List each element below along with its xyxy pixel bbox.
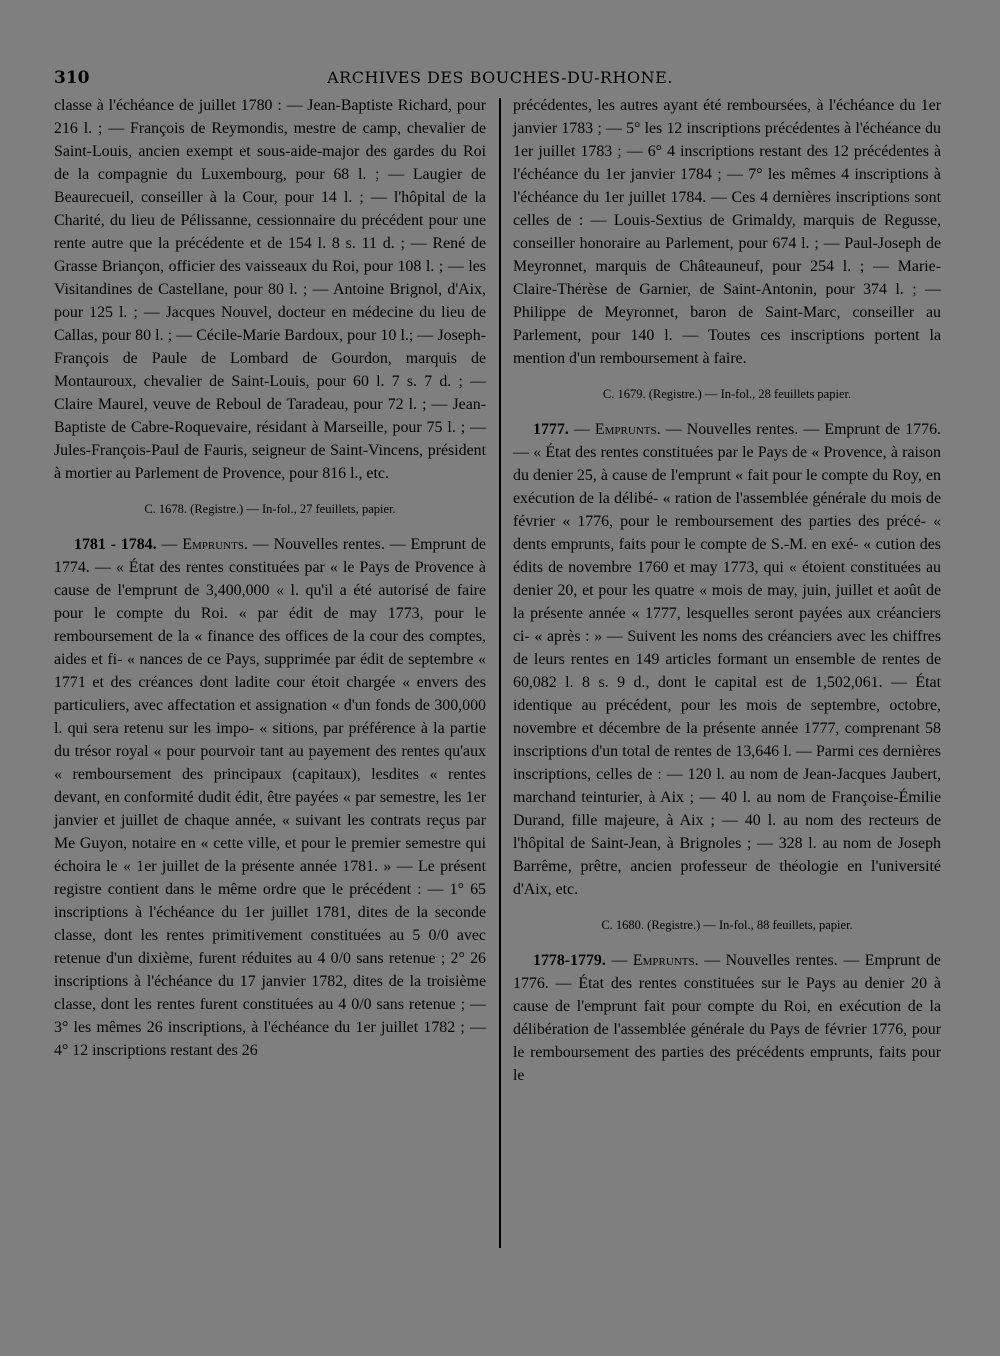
inventory-entry bbox=[513, 949, 941, 1087]
entry-text: — Nouvelles rentes. — Emprunt de 1776. — « État des rentes constituées par le Pays de « Provence, à raison du denier 25, à cause de l'emprunt « fait pour le compte du Roy, en exécution de la délibé- « ration de l'assemblée générale du mois de février « 1776, pour le remboursement des parties des précé- « dents emprunts, faits pour le compte de S.-M. en exé- « cution des édits de novembre 1760 et may 1773, qui « étoient constituées au denier 20, et pour les quatre « mois de may, juin, juillet et août de la présente année « 1777, lesquelles seront payées aux créanciers ci- « après : » — Suivent les noms des créanciers avec les chiffres de leurs rentes en 149 articles formant un ensemble de rentes de 60,082 l. 8 s. 9 d., dont le capital est de 1,502,061. — État identique au précédent, pour les mois de septembre, octobre, novembre et décembre de la présente année 1777, comprenant 58 inscriptions d'un total de rentes de 13,646 l. — Parmi ces dernières inscriptions, celles de : — 120 l. au nom de Jean-Jacques Jaubert, marchand teinturier, à Aix ; — 40 l. au nom de Françoise-Émilie Durand, fille majeure, à Aix ; — 40 l. au nom des recteurs de l'hôpital de Saint-Jean, à Brignoles ; — 328 l. au nom de Joseph Barrême, prêtre, ancien professeur de théologie en l'université d'Aix, etc. bbox=[513, 421, 941, 898]
running-title: ARCHIVES DES BOUCHES-DU-RHONE. bbox=[327, 68, 673, 87]
column-divider bbox=[499, 98, 501, 1248]
entry-rubric: — Emprunts. bbox=[161, 536, 248, 553]
entry-date: 1781 - 1784. bbox=[74, 536, 157, 553]
archive-reference: C. 1678. (Registre.) — In-fol., 27 feuillets, papier. bbox=[144, 502, 396, 516]
archive-reference: C. 1680. (Registre.) — In-fol., 88 feuillets, papier. bbox=[601, 918, 853, 932]
entry-text: — Nouvelles rentes. — Emprunt de 1776. — État des rentes constituées sur le Pays au denier 20 à cause de l'emprunt fait pour compte du Roi, en exécution de la délibération de l'assemblée générale du Pays de février 1776, pour le remboursement des parties des précédents emprunts, faits pour le bbox=[513, 952, 941, 1084]
entry-date: 1778-1779. bbox=[533, 952, 606, 969]
entry-text: — Nouvelles rentes. — Emprunt de 1774. — « État des rentes constituées par « le Pays de Provence à cause de l'emprunt de 3,400,000 « l. qu'il a été autorisé de faire pour le compte du Roi. « par édit de may 1773, pour le remboursement de la « finance des offices de la cour des comptes, aides et fi- « nances de ce Pays, supprimée par édit de septembre « 1771 et des créances dont ladite cour étoit chargée « envers des particuliers, avec affectation et assignation « d'un fonds de 300,000 l. qui sera retenu sur les impo- « sitions, par préférence à la partie du trésor royal « pour pourvoir tant au payement des rentes qu'aux « remboursement des principaux (capitaux), lesdites « rentes devant, en conformité dudit édit, être payées « par semestre, les 1er janvier et juillet de chaque année, « suivant les contrats reçus par Me Guyon, notaire en « cette ville, et pour le premier semestre qui échoira le « 1er juillet de la présente année 1781. » — Le présent registre contient dans le même ordre que le précédent : — 1° 65 inscriptions à l'échéance du 1er juillet 1781, dites de la seconde classe, dont les rentes primitivement constituées au 5 0/0 avec retenue d'un dixième, furent réduites au 4 0/0 sans retenue ; 2° 26 inscriptions à l'échéance du 17 janvier 1782, dites de la troisième classe, dont les rentes furent constituées au 4 0/0 sans retenue ; — 3° les mêmes 26 inscriptions, à l'échéance du 1er juillet 1782 ; — 4° 12 inscriptions restant des 26 bbox=[54, 536, 486, 1059]
entry-continuation: classe à l'échéance de juillet 1780 : — Jean-Baptiste Richard, pour 216 l. ; — François de Reymondis, mestre de camp, chevalier de Saint-Louis, ancien exempt et sous-aide-major des gardes du Roi de la compagnie du Luxembourg, pour 68 l. ; — Laugier de Beaurecueil, conseiller à la Cour, pour 14 l. ; — l'hôpital de la Charité, du lieu de Pélissanne, cessionnaire du précédent pour une rente autre que la précédente et de 154 l. 8 s. 11 d. ; — René de Grasse Briançon, officier des vaisseaux du Roi, pour 108 l. ; — les Visitandines de Castellane, pour 80 l. ; — Antoine Brignol, d'Aix, pour 125 l. ; — Jacques Nouvel, docteur en médecine du lieu de Callas, pour 80 l. ; — Cécile-Marie Bardoux, pour 10 l.; — Joseph-François de Paule de Lombard de Gourdon, marquis de Montauroux, chevalier de Saint-Louis, pour 60 l. 7 s. 7 d. ; — Claire Maurel, veuve de Reboul de Taradeau, pour 72 l. ; — Jean-Baptiste de Cabre-Roquevaire, résidant à Marseille, pour 75 l. ; — Jules-François-Paul de Fauris, seigneur de Saint-Vincens, président à mortier au Parlement de Provence, pour 816 l., etc. bbox=[54, 97, 486, 482]
left-column bbox=[54, 94, 486, 1062]
inventory-entry bbox=[54, 533, 486, 1062]
entry-rubric: — Emprunts. bbox=[573, 421, 661, 438]
right-column bbox=[513, 94, 941, 1087]
archive-reference: C. 1679. (Registre.) — In-fol., 28 feuillets papier. bbox=[602, 387, 852, 401]
page-number: 310 bbox=[54, 68, 90, 88]
entry-date: 1777. bbox=[533, 421, 569, 438]
entry-rubric: — Emprunts. bbox=[611, 952, 699, 969]
entry-continuation: précédentes, les autres ayant été remboursées, à l'échéance du 1er janvier 1783 ; — 5° les 12 inscriptions précédentes à l'échéance du 1er juillet 1783 ; — 6° 4 inscriptions restant des 12 précédentes à l'échéance du 1er janvier 1784 ; — 7° les mêmes 4 inscriptions à l'échéance du 1er juillet 1784. — Ces 4 dernières inscriptions sont celles de : — Louis-Sextius de Grimaldy, marquis de Regusse, conseiller honoraire au Parlement, pour 674 l. ; — Paul-Joseph de Meyronnet, marquis de Châteauneuf, pour 254 l. ; — Marie-Claire-Thérèse de Garnier, de Saint-Antonin, pour 374 l. ; — Philippe de Meyronnet, baron de Saint-Marc, conseiller au Parlement, pour 140 l. — Toutes ces inscriptions portent la mention d'un remboursement à faire. bbox=[513, 97, 941, 367]
inventory-entry bbox=[513, 418, 941, 901]
